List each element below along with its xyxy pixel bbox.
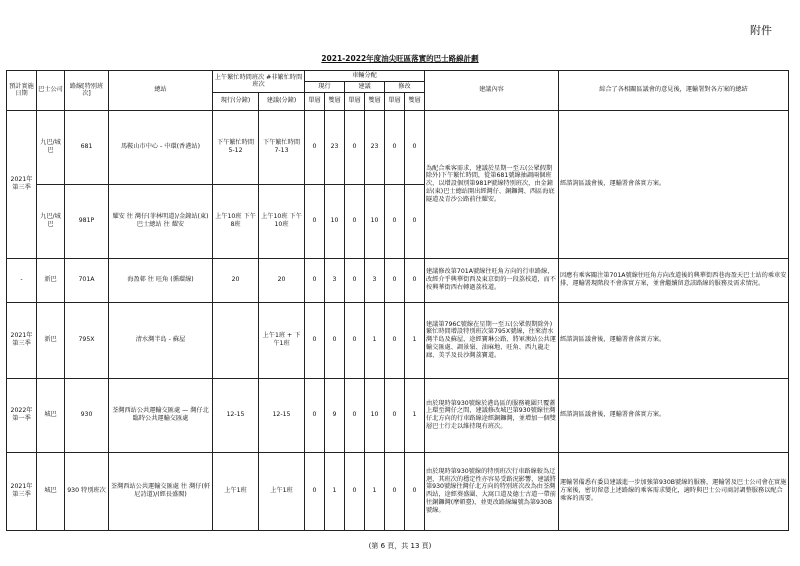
row-alloc-new-single: 0 xyxy=(345,452,365,530)
row-alloc-new-single: 0 xyxy=(345,302,365,378)
row-summary: 經諮詢區議會後，運輸署會落實方案。 xyxy=(559,302,789,378)
row-year: 2021年第三季 xyxy=(7,302,37,378)
table-row xyxy=(7,110,789,184)
row-alloc-cur-single: 0 xyxy=(305,452,325,530)
row-content: 建議第796C號線在星期一至五(公眾假期除外)繁忙時間增設特別班次第795X號線，往來清水灣半島及蘇屋，途經寶琳公路、將軍澳站公共運輸交匯處、調景嶺、油麻地、旺角、西九龍走廊、美孚及長沙灣荔寶道。 xyxy=(425,302,559,378)
row-alloc-cur-double: 9 xyxy=(325,378,345,452)
row-alloc-cur-single: 0 xyxy=(305,302,325,378)
row-company: 九巴/城巴 xyxy=(37,110,65,184)
row-terminus: 清水灣半島 - 蘇屋 xyxy=(109,302,213,378)
row-current-sched xyxy=(213,302,259,378)
row-alloc-cur-double: 10 xyxy=(325,184,345,258)
row-current-sched: 上午1班 xyxy=(213,452,259,530)
row-summary: 因應有乘客關注第701A號線往旺角方向改道後的興華街西巷海盈天巴士站的乘車安排，運輸署現階段不會落實方案，並會繼續留意該路線的服務及需求情況。 xyxy=(559,258,789,302)
header-company: 巴士公司 xyxy=(37,71,65,111)
row-proposed-sched: 上午10班 下午10班 xyxy=(259,184,305,258)
header-year: 預計實施日期 xyxy=(7,71,37,111)
header-proposed-sched: 建議(分鐘) xyxy=(259,92,305,110)
row-alloc-cur-double: 3 xyxy=(325,258,345,302)
row-current-sched: 上午10班 下午8班 xyxy=(213,184,259,258)
row-content: 建議修改第701A號線往旺角方向的行車路線，改經介乎興華街西及東京街的一段荔枝道，而不按興華街西右轉過荔枝道。 xyxy=(425,258,559,302)
row-route: 930 特別班次 xyxy=(65,452,109,530)
row-company: 九巴/城巴 xyxy=(37,184,65,258)
table-row xyxy=(7,452,789,530)
row-alloc-mod-single: 0 xyxy=(385,302,405,378)
row-alloc-mod-double: 0 xyxy=(405,258,425,302)
table-row xyxy=(7,258,789,302)
row-terminus: 荃灣西站公共運輸交匯處 往 灣仔(軒尼詩道)/(經長盛閣) xyxy=(109,452,213,530)
row-route: 930 xyxy=(65,378,109,452)
row-year: - xyxy=(7,258,37,302)
row-summary: 經諮詢區議會後，運輸署會落實方案。 xyxy=(559,378,789,452)
row-current-sched: 12-15 xyxy=(213,378,259,452)
row-alloc-mod-double: 1 xyxy=(405,302,425,378)
page-title: 2021-2022年度油尖旺區落實的巴士路線計劃 xyxy=(321,54,479,63)
row-company: 新巴 xyxy=(37,258,65,302)
header-single: 單層 xyxy=(305,92,325,110)
table-row xyxy=(7,378,789,452)
row-alloc-cur-single: 0 xyxy=(305,110,325,184)
row-terminus: 海盈邨 往 旺角 (循環線) xyxy=(109,258,213,302)
row-alloc-cur-double: 23 xyxy=(325,110,345,184)
row-alloc-new-double: 3 xyxy=(365,258,385,302)
row-alloc-mod-single: 0 xyxy=(385,378,405,452)
row-route: 795X xyxy=(65,302,109,378)
header-content: 建議內容 xyxy=(425,71,559,111)
row-alloc-new-double: 23 xyxy=(365,110,385,184)
row-proposed-sched: 20 xyxy=(259,258,305,302)
row-summary: 經諮詢區議會後，運輸署會落實方案。 xyxy=(559,110,789,258)
annex-label: 附件 xyxy=(750,24,772,37)
row-alloc-new-single: 0 xyxy=(345,258,365,302)
row-alloc-mod-double: 1 xyxy=(405,378,425,452)
row-current-sched: 下午繁忙時間 5-12 xyxy=(213,110,259,184)
row-proposed-sched: 上午1班 xyxy=(259,452,305,530)
row-proposed-sched: 下午繁忙時間 7-13 xyxy=(259,110,305,184)
row-alloc-new-single: 0 xyxy=(345,378,365,452)
row-route: 981P xyxy=(65,184,109,258)
row-alloc-cur-single: 0 xyxy=(305,258,325,302)
row-alloc-mod-single: 0 xyxy=(385,110,405,184)
header-terminus: 總站 xyxy=(109,71,213,111)
row-alloc-new-double: 10 xyxy=(365,378,385,452)
header-alloc-proposed: 建議 xyxy=(345,81,385,92)
bus-route-table xyxy=(6,70,789,531)
row-content: 由於現時第930號線的特別班次行車路線較為迂迴，其班次的穩定性亦容易受路況影響，建議將第930號線往灣仔北方向的特別班次改為由荃灣西站，途經葵盛圍、大窩口道及德士古道一帶前往銅鑼灣(摩頓臺)，並更改路線編號為第930B號線。 xyxy=(425,452,559,530)
row-company: 城巴 xyxy=(37,452,65,530)
row-terminus: 馬鞍山市中心 - 中環(香港站) xyxy=(109,110,213,184)
table-row xyxy=(7,302,789,378)
row-alloc-mod-single: 0 xyxy=(385,184,405,258)
row-alloc-mod-single: 0 xyxy=(385,258,405,302)
row-year: 2021年第三季 xyxy=(7,452,37,530)
header-alloc-group: 車輛分配 xyxy=(305,71,425,82)
header-double: 雙層 xyxy=(365,92,385,110)
header-summary: 綜合了各相關區議會的意見後，運輸署對各方案的總結 xyxy=(559,71,789,111)
row-alloc-new-double: 10 xyxy=(365,184,385,258)
row-company: 新巴 xyxy=(37,302,65,378)
row-alloc-cur-double: 1 xyxy=(325,452,345,530)
header-double: 雙層 xyxy=(325,92,345,110)
row-terminus: 耀安 往 灣仔(菲林明道)/金鐘站(東)巴士總站 往 耀安 xyxy=(109,184,213,258)
row-year: 2022年第一季 xyxy=(7,378,37,452)
header-double: 雙層 xyxy=(405,92,425,110)
row-alloc-mod-double: 0 xyxy=(405,184,425,258)
row-summary: 運輸署備悉有委員建議進一步加強第930B號線的服務，運輸署及巴士公司會在實施方案後，密切留意上述路線的乘客需求變化，適時與巴士公司商討調整服務以配合乘客的需要。 xyxy=(559,452,789,530)
page-footer: (第 6 頁，共 13 頁) xyxy=(368,542,432,550)
row-alloc-cur-double: 0 xyxy=(325,302,345,378)
row-terminus: 荃灣西站公共運輸交匯處 — 灣仔北臨時公共運輸交匯處 xyxy=(109,378,213,452)
row-proposed-sched: 上午1班 + 下午1班 xyxy=(259,302,305,378)
row-route: 701A xyxy=(65,258,109,302)
header-alloc-current: 現行 xyxy=(305,81,345,92)
row-content: 由於現時第930號線於港島區的服務範圍只覆蓋上環至灣仔之間，建議修改城巴第930號線往灣仔北方向的行車路線途經銅鑼灣，並增加一個雙層巴士行走以維持現有班次。 xyxy=(425,378,559,452)
row-alloc-new-single: 0 xyxy=(345,184,365,258)
row-proposed-sched: 12-15 xyxy=(259,378,305,452)
row-route: 681 xyxy=(65,110,109,184)
row-alloc-new-single: 0 xyxy=(345,110,365,184)
row-alloc-mod-single: 0 xyxy=(385,452,405,530)
row-alloc-mod-double: 0 xyxy=(405,110,425,184)
header-peak-group: 上午繁忙時間班次 #非繁忙時間班次 xyxy=(213,71,305,93)
header-single: 單層 xyxy=(385,92,405,110)
row-alloc-new-double: 1 xyxy=(365,452,385,530)
row-year: 2021年第三季 xyxy=(7,110,37,258)
header-current-sched: 現行(分鐘) xyxy=(213,92,259,110)
row-company: 城巴 xyxy=(37,378,65,452)
row-alloc-new-double: 1 xyxy=(365,302,385,378)
header-single: 單層 xyxy=(345,92,365,110)
header-alloc-modified: 修改 xyxy=(385,81,425,92)
row-alloc-cur-single: 0 xyxy=(305,378,325,452)
header-route: 路線[特別班次] xyxy=(65,71,109,111)
row-alloc-mod-double: 0 xyxy=(405,452,425,530)
row-current-sched: 20 xyxy=(213,258,259,302)
row-content: 為配合乘客需求，建議於星期一至五(公眾假期除外)下午繁忙時間，從第681號線抽調兩個班次，以增設個別第981P號線特別班次，由金鐘站(東)巴士總站開出經灣仔、銅鑼灣、西區海底隧道及青沙公路前往耀安。 xyxy=(425,110,559,258)
row-alloc-cur-single: 0 xyxy=(305,184,325,258)
